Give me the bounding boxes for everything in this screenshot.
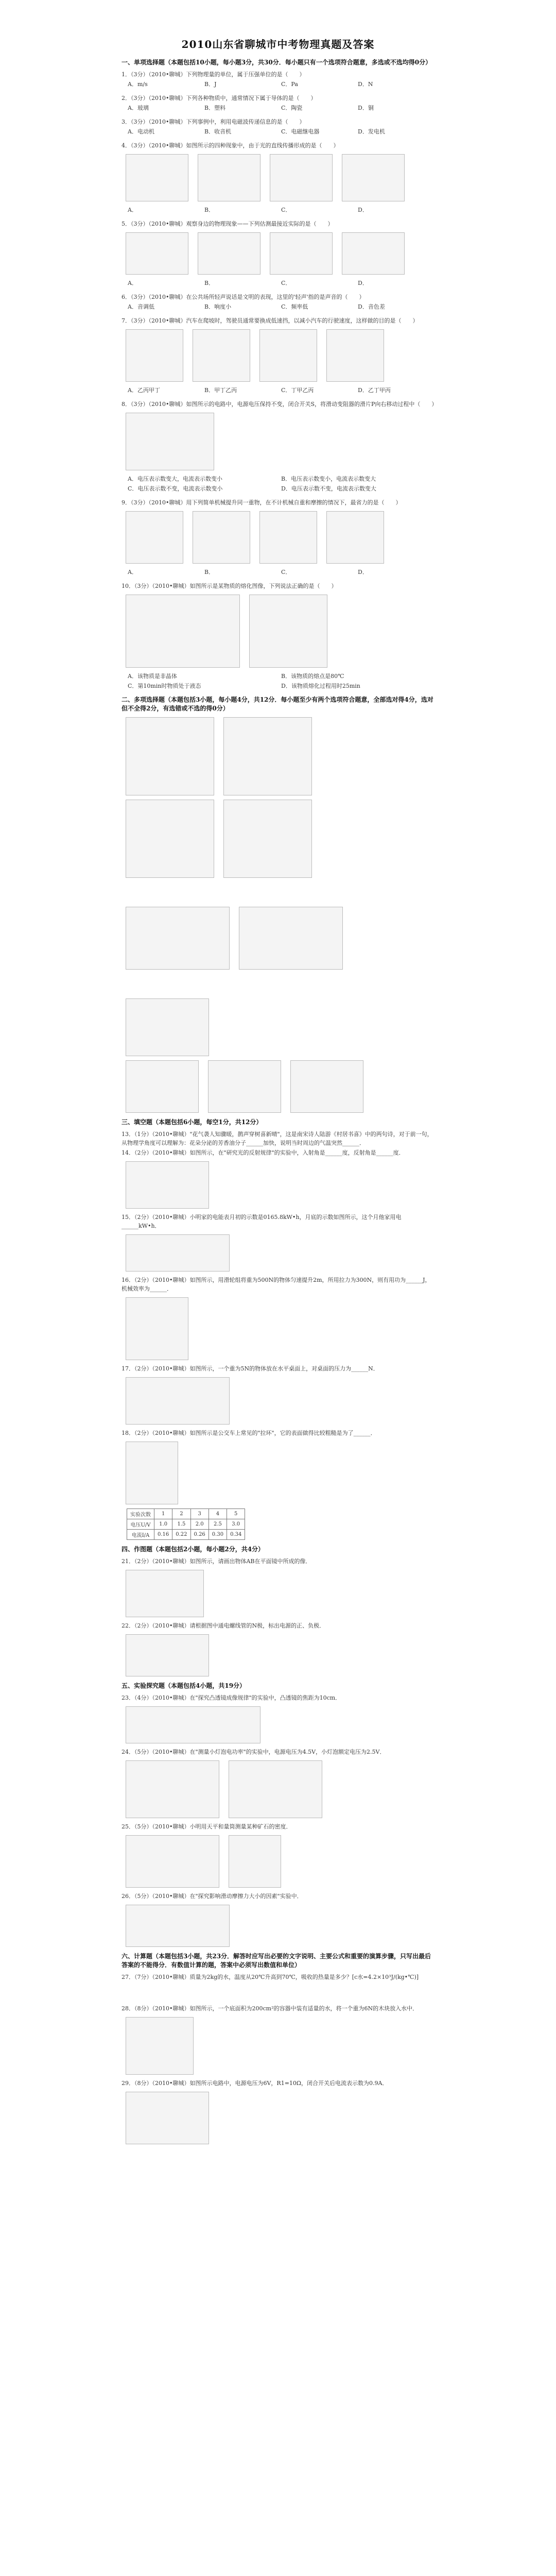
option: C．丁甲乙丙	[281, 387, 314, 394]
question-text: 1．（3分）（2010•聊城）下列物理量的单位，属于压强单位的是（ ）	[121, 71, 305, 78]
table-header-cell: 2	[172, 1509, 190, 1519]
pulley-figure	[326, 511, 384, 564]
friction-figure	[126, 1905, 230, 1947]
question-4	[121, 141, 435, 214]
figure-row	[126, 1760, 435, 1818]
option: B．响度小	[204, 303, 232, 310]
question-text: 7．（3分）（2010•聊城）汽车在爬坡时，驾驶员通常要换成低速挡，以减小汽车的行驶速度，这样做的目的是（ ）	[121, 317, 419, 324]
option: B．	[204, 207, 215, 213]
option: A．乙丙甲丁	[128, 387, 160, 394]
engine-stroke-figure	[326, 329, 384, 382]
pulley-figure	[193, 511, 250, 564]
document-title: 2010山东省聊城市中考物理真题及答案	[181, 38, 375, 50]
figure-row	[126, 1234, 435, 1272]
option: A．m/s	[128, 81, 148, 88]
question-6	[121, 293, 435, 311]
figure-image	[126, 1297, 188, 1360]
options	[128, 386, 435, 395]
question-9	[121, 498, 435, 577]
fill-question: 16．（2分）（2010•聊城）如图所示，用滑轮组将重为500N的物体匀速提升2m，所用拉力为300N，则有用功为______J，机械效率为______．	[121, 1277, 431, 1292]
option: B．	[204, 569, 215, 575]
figure-image	[126, 1377, 230, 1425]
figure-row	[126, 154, 435, 201]
table-header-cell: 5	[227, 1509, 245, 1519]
option: B．	[204, 280, 215, 286]
solenoid-figure	[126, 1634, 209, 1676]
draw-question: 22．（2分）（2010•聊城）请根据图中通电螺线管的N极，标出电源的正、负极．	[121, 1622, 325, 1629]
option: D．音色差	[358, 303, 385, 310]
table-cell: 1.0	[154, 1519, 172, 1530]
option: B．电压表示数变小，电流表示数变大	[281, 476, 376, 482]
figure-row	[126, 595, 435, 668]
figure-row	[126, 1442, 435, 1504]
question-text: 3．（3分）（2010•聊城）下列事例中，利用电磁波传递信息的是（ ）	[121, 118, 305, 125]
table-row	[127, 1530, 245, 1540]
melting-graph-figure	[126, 595, 240, 668]
option: C．电磁继电器	[281, 128, 320, 135]
question-text: 2．（3分）（2010•聊城）下列各种物质中，通常情况下属于导体的是（ ）	[121, 95, 317, 101]
option: D．该物质熔化过程用时25min	[281, 683, 360, 689]
options	[128, 80, 435, 89]
figure-image	[239, 907, 343, 970]
figure-row	[126, 511, 435, 564]
figure-row	[126, 2017, 435, 2075]
figure-row	[126, 1297, 435, 1360]
option: C．陶瓷	[281, 105, 303, 111]
question-5	[121, 219, 435, 287]
question-2	[121, 94, 435, 112]
option: D．发电机	[358, 128, 385, 135]
section-heading-1: 一、单项选择题（本题包括10小题，每小题3分，共30分．每小题只有一个选项符合题意，多选或不选均得0分）	[121, 59, 432, 66]
figure-row	[126, 1634, 435, 1676]
section-heading-3: 三、填空题（本题包括6小题，每空1分，共12分）	[121, 1118, 263, 1126]
options	[128, 474, 435, 493]
figure-row	[126, 1161, 435, 1209]
exam-document	[121, 36, 438, 2148]
fill-question: 15．（2分）（2010•聊城）小明家的电能表月初的示数是0165.8kW•h，月底的示数如图所示，这个月他家用电______kW•h．	[121, 1214, 402, 1229]
balance-figure	[126, 1835, 219, 1888]
option: C．频率低	[281, 303, 308, 310]
cylinder-figure	[229, 1835, 281, 1888]
circuit-figure	[126, 998, 209, 1056]
optical-bench-figure	[126, 1706, 260, 1743]
table-cell: 0.22	[172, 1530, 190, 1540]
calc-question: 27．（7分）（2010•聊城）质量为2kg的水，温度从20℃升高到70℃，吸收的热量是多少？[c水=4.2×10³J/(kg•℃)]	[121, 1974, 419, 1980]
option: D．电压表示数不变，电流表示数变大	[281, 485, 376, 492]
fill-question: 18．（2分）（2010•聊城）如图所示是公交车上常见的"拉环"，它的表面做得比较粗糙是为了______．	[121, 1430, 376, 1436]
figure-row	[126, 907, 435, 970]
circuit-figure	[126, 413, 214, 470]
figure-image	[270, 232, 333, 275]
circuit-figure	[290, 1060, 363, 1113]
option: B．该物质的熔点是80℃	[281, 673, 344, 680]
circuit-figure	[208, 1060, 281, 1113]
figure-image	[126, 154, 188, 201]
option: A．	[128, 207, 137, 213]
options	[128, 206, 435, 214]
figure-image	[223, 717, 312, 795]
table-cell: 0.26	[190, 1530, 208, 1540]
question-8	[121, 400, 438, 493]
option: D．铜	[358, 105, 374, 111]
option: D．	[358, 280, 368, 286]
figure-row	[126, 717, 435, 795]
lab-question: 24．（5分）（2010•聊城）在"测量小灯泡电功率"的实验中，电源电压为4.5V，小灯泡额定电压为2.5V．	[121, 1749, 386, 1755]
table-header-cell: 4	[208, 1509, 227, 1519]
option: D．N	[358, 81, 373, 88]
question-text: 10．（3分）（2010•聊城）如图所示是某物质的熔化图像，下列说法正确的是（ ）	[121, 583, 337, 589]
table-cell: 3.0	[227, 1519, 245, 1530]
table-cell: 电压U/V	[127, 1519, 154, 1530]
figure-row	[126, 800, 435, 878]
option: D．	[358, 207, 368, 213]
option: A．电压表示数变大，电流表示数变小	[128, 476, 222, 482]
option: C．	[281, 207, 291, 213]
engine-stroke-figure	[193, 329, 250, 382]
question-text: 4．（3分）（2010•聊城）如图所示的四种现象中，由于光的直线传播形成的是（ ）	[121, 142, 339, 149]
engine-stroke-figure	[126, 329, 183, 382]
section-heading-4: 四、作图题（本题包括2小题，每小题2分，共4分）	[121, 1546, 265, 1553]
option: A．音调低	[128, 303, 154, 310]
figure-image	[342, 154, 405, 201]
figure-image	[126, 1234, 230, 1272]
pulley-figure	[126, 511, 183, 564]
figure-image	[126, 232, 188, 275]
option: C．	[281, 569, 291, 575]
lab-question: 25．（5分）（2010•聊城）小明用天平和量筒测量某种矿石的密度．	[121, 1823, 292, 1830]
option: B．甲丁乙丙	[204, 387, 237, 394]
option: C．电压表示数不变，电流表示数变小	[128, 485, 223, 492]
options	[128, 104, 435, 112]
figure-row	[126, 1835, 435, 1888]
options	[128, 568, 435, 577]
table-row	[127, 1519, 245, 1530]
options	[128, 672, 435, 690]
figure-row	[126, 998, 435, 1056]
question-1	[121, 70, 435, 89]
option: A．该物质是非晶体	[128, 673, 177, 680]
option: C．	[281, 280, 291, 286]
figure-image	[342, 232, 405, 275]
figure-row	[126, 1060, 435, 1113]
option: A．电动机	[128, 128, 154, 135]
lab-question: 23．（4分）（2010•聊城）在"探究凸透镜成像规律"的实验中，凸透镜的焦距为10cm．	[121, 1694, 341, 1701]
question-3	[121, 117, 435, 136]
figure-row	[126, 1570, 435, 1617]
figure-image	[223, 800, 312, 878]
figure-row	[126, 1905, 435, 1947]
figure-row	[126, 413, 435, 470]
options	[128, 279, 435, 287]
table-header-cell: 1	[154, 1509, 172, 1519]
pulley-figure	[259, 511, 317, 564]
table-cell: 0.30	[208, 1530, 227, 1540]
calc-question: 28．（8分）（2010•聊城）如图所示，一个底面积为200cm²的容器中装有适量的水，将一个重为6N的木块放入水中．	[121, 2005, 419, 2012]
figure-image	[126, 1442, 178, 1504]
question-text: 8．（3分）（2010•聊城）如图所示的电路中，电源电压保持不变，闭合开关S，将滑动变阻器的滑片P向右移动过程中（ ）	[121, 401, 438, 408]
option: D．	[358, 569, 368, 575]
table-header-cell: 3	[190, 1509, 208, 1519]
question-text: 6．（3分）（2010•聊城）在公共场所轻声说话是文明的表现，这里的'轻声'指的是声音的（ ）	[121, 294, 365, 300]
figure-row	[126, 329, 435, 382]
calc-question: 29．（8分）（2010•聊城）如图所示电路中，电源电压为6V，R1=10Ω，闭合开关后电流表示数为0.9A．	[121, 2080, 388, 2087]
circuit-figure	[126, 1760, 219, 1818]
table-cell: 2.0	[190, 1519, 208, 1530]
table-header-cell: 实验次数	[127, 1509, 154, 1519]
figure-image	[198, 154, 260, 201]
figure-row	[126, 1377, 435, 1425]
lab-question: 26．（5分）（2010•聊城）在"探究影响滑动摩擦力大小的因素"实验中．	[121, 1893, 303, 1900]
figure-row	[126, 2092, 435, 2144]
option: B．收音机	[204, 128, 232, 135]
table-cell: 2.5	[208, 1519, 227, 1530]
section-heading-5: 五、实验探究题（本题包括4小题，共19分）	[121, 1682, 246, 1689]
table-header-row	[127, 1509, 245, 1519]
options	[128, 302, 435, 311]
apparatus-figure	[249, 595, 327, 668]
table-cell: 0.34	[227, 1530, 245, 1540]
engine-stroke-figure	[259, 329, 317, 382]
option: C．第10min时物质处于液态	[128, 683, 201, 689]
option: C．Pa	[281, 81, 298, 88]
circuit-figure	[126, 1060, 199, 1113]
mirror-figure	[126, 1570, 204, 1617]
circuit-figure	[126, 2092, 209, 2144]
figure-row	[126, 1706, 435, 1743]
draw-question: 21．（2分）（2010•聊城）如图所示，请画出物体AB在平面镜中所成的像．	[121, 1558, 311, 1565]
option: B．塑料	[204, 105, 226, 111]
question-text: 9．（3分）（2010•聊城）用下列简单机械提升同一重物，在不计机械自重和摩擦的情况下，最省力的是（ ）	[121, 499, 402, 506]
figure-image	[126, 1161, 209, 1209]
fill-question: 13．（1分）（2010•聊城）"花气袭人知骤暖，鹊声穿树喜新晴"，这是南宋诗人陆游《村居书喜》中的两句诗，对于前一句，从物理学角度可以理解为：花朵分泌的芳香油分子______加快，说明当时周边的气温突然______．	[121, 1131, 433, 1146]
table-cell: 1.5	[172, 1519, 190, 1530]
option: B．J	[204, 81, 217, 88]
question-10	[121, 582, 435, 690]
section-heading-6: 六、计算题（本题包括3小题，共23分．解答时应写出必要的文字说明、主要公式和重要的演算步骤，只写出最后答案的不能得分．有数值计算的题，答案中必须写出数值和单位）	[121, 1953, 431, 1969]
figure-image	[198, 232, 260, 275]
figure-image	[126, 717, 214, 795]
question-text: 5．（3分）（2010•聊城）观察身边的物理现象——下列估测最接近实际的是（ ）	[121, 221, 334, 227]
option: D．乙丁甲丙	[358, 387, 391, 394]
figure-image	[126, 907, 230, 970]
section-heading-2: 二、多项选择题（本题包括3小题，每小题4分，共12分．每小题至少有两个选项符合题意，全部选对得4分，选对但不全得2分，有选错或不选的得0分）	[121, 696, 433, 712]
option: A．玻璃	[128, 105, 149, 111]
option: A．	[128, 280, 137, 286]
question-7	[121, 316, 435, 395]
figure-row	[126, 232, 435, 275]
options	[128, 127, 435, 136]
figure-image	[126, 800, 214, 878]
container-figure	[126, 2017, 194, 2075]
figure-image	[270, 154, 333, 201]
fill-question: 17．（2分）（2010•聊城）如图所示，一个重为5N的物体放在水平桌面上，对桌面的压力为______N．	[121, 1365, 379, 1372]
table-cell: 电流I/A	[127, 1530, 154, 1540]
option: A．	[128, 569, 137, 575]
fill-question: 14．（2分）（2010•聊城）如图所示，在"研究光的反射规律"的实验中，入射角是______度，反射角是______度．	[121, 1149, 405, 1156]
data-table	[127, 1509, 245, 1540]
meter-figure	[229, 1760, 322, 1818]
table-cell: 0.16	[154, 1530, 172, 1540]
